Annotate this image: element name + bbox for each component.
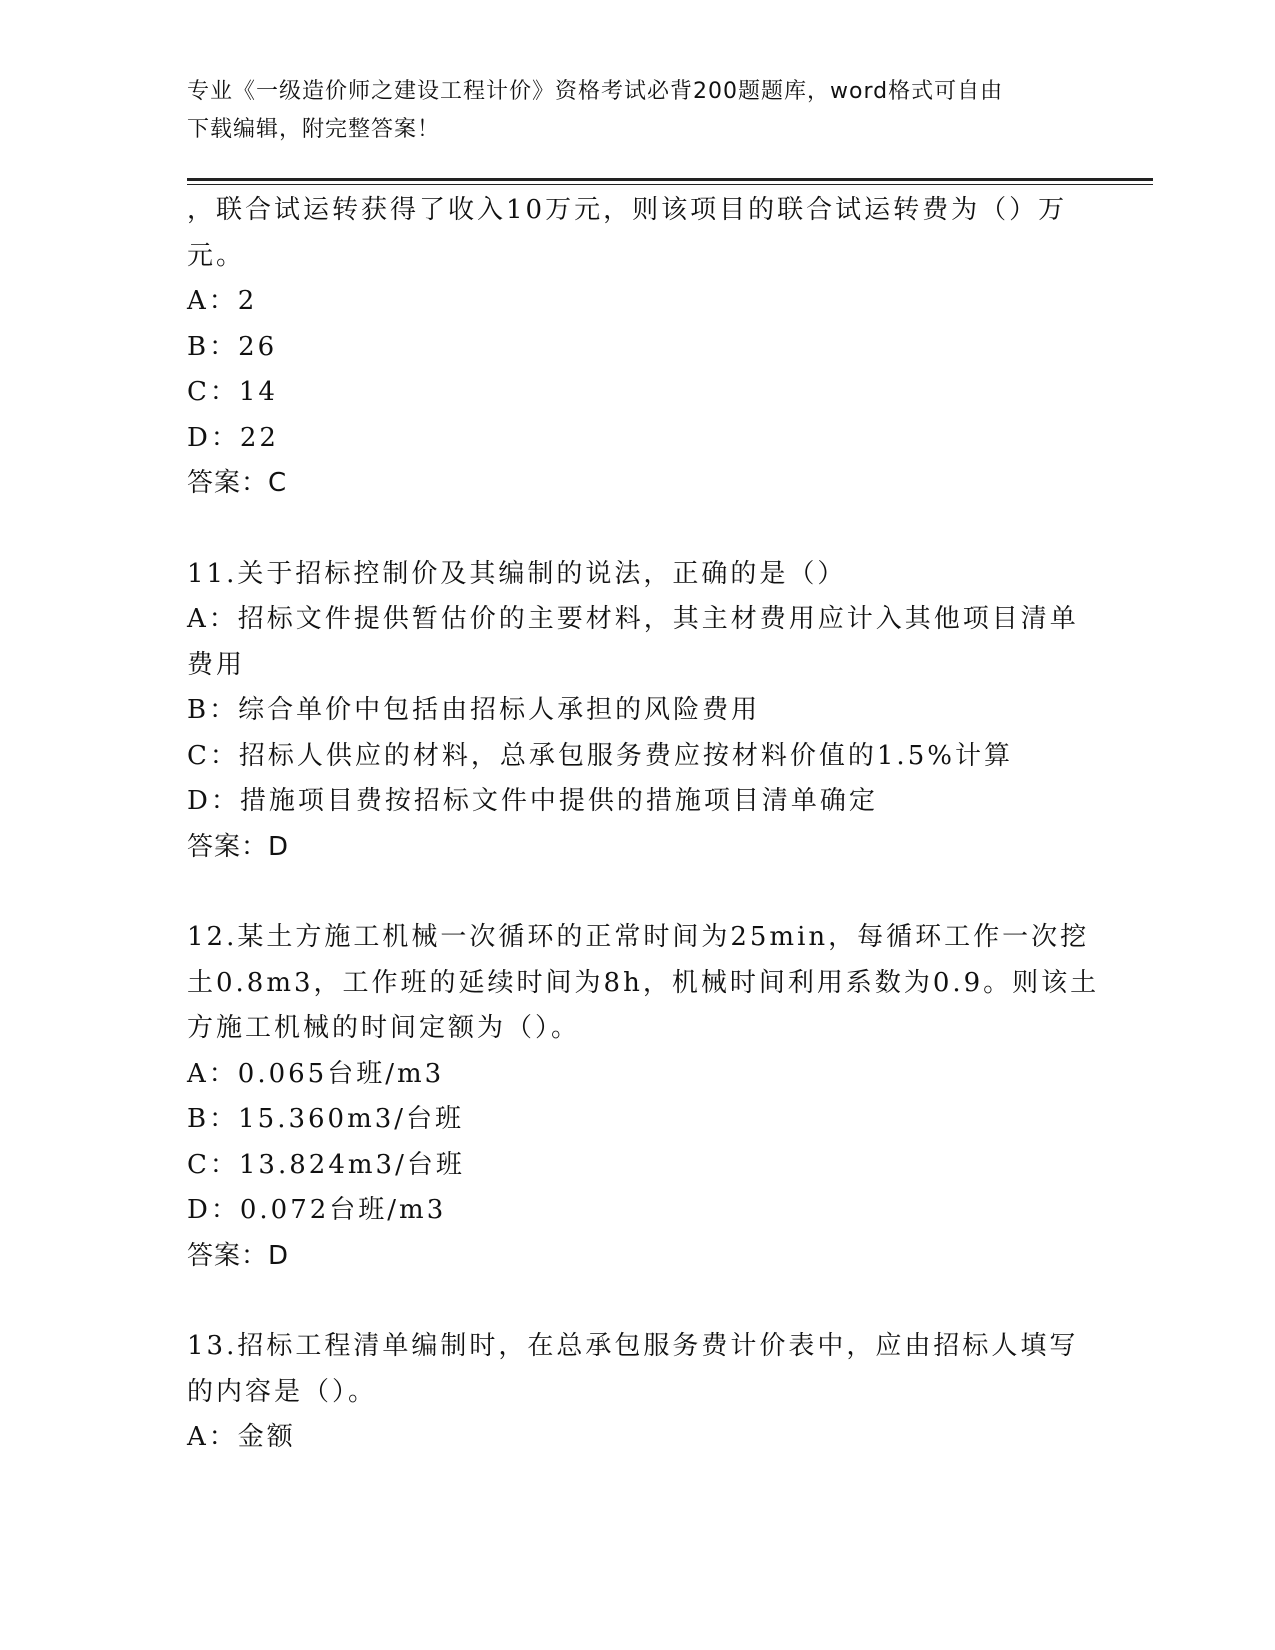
option-b: B：15.360m3/台班 bbox=[187, 1104, 465, 1134]
option-a: A：招标文件提供暂估价的主要材料，其主材费用应计入其他项目清单 bbox=[187, 604, 1079, 634]
question-stem: 13.招标工程清单编制时，在总承包服务费计价表中，应由招标人填写 bbox=[187, 1331, 1079, 1361]
option-c: C：13.824m3/台班 bbox=[187, 1149, 465, 1180]
question-stem: 方施工机械的时间定额为（）。 bbox=[187, 1013, 581, 1043]
question-stem: 土0.8m3，工作班的延续时间为8h，机械时间利用系数为0.9。则该土 bbox=[187, 967, 1100, 998]
option-d: D：0.072台班/m3 bbox=[187, 1195, 447, 1225]
option-b: B：综合单价中包括由招标人承担的风险费用 bbox=[187, 695, 761, 725]
question-stem: 12.某土方施工机械一次循环的正常时间为25min，每循环工作一次挖 bbox=[187, 922, 1090, 952]
question-stem: 的内容是（）。 bbox=[187, 1376, 378, 1407]
option-c: C：14 bbox=[187, 377, 278, 407]
spacer bbox=[187, 507, 1087, 552]
answer-line: 答案：D bbox=[187, 1240, 290, 1271]
question-11 bbox=[187, 552, 1087, 871]
question-13 bbox=[187, 1324, 1087, 1461]
question-12 bbox=[187, 915, 1100, 1279]
option-a-continued: 费用 bbox=[187, 649, 246, 680]
spacer bbox=[187, 870, 1087, 915]
document-body bbox=[187, 188, 1100, 1461]
question-10 bbox=[187, 188, 1087, 507]
answer-line: 答案：C bbox=[187, 468, 288, 498]
option-a: A：2 bbox=[187, 286, 258, 316]
spacer bbox=[187, 1279, 1087, 1324]
option-d: D：措施项目费按招标文件中提供的措施项目清单确定 bbox=[187, 786, 878, 816]
header-line-1: 专业《一级造价师之建设工程计价》资格考试必背200题题库，word格式可自由 bbox=[187, 79, 1004, 104]
header-line-2: 下载编辑，附完整答案！ bbox=[187, 117, 441, 142]
option-a: A：金额 bbox=[187, 1422, 296, 1452]
answer-line: 答案：D bbox=[187, 831, 290, 862]
document-header bbox=[187, 73, 1077, 149]
question-stem: 11.关于招标控制价及其编制的说法，正确的是（） bbox=[187, 558, 847, 589]
option-a: A：0.065台班/m3 bbox=[187, 1058, 445, 1089]
option-d: D：22 bbox=[187, 422, 279, 453]
header-divider-thick bbox=[187, 178, 1153, 181]
question-stem: ，联合试运转获得了收入10万元，则该项目的联合试运转费为（）万 bbox=[187, 195, 1068, 225]
header-divider-thin bbox=[187, 184, 1153, 185]
question-stem: 元。 bbox=[187, 240, 246, 271]
option-b: B：26 bbox=[187, 331, 278, 362]
option-c: C：招标人供应的材料，总承包服务费应按材料价值的1.5%计算 bbox=[187, 740, 1013, 771]
